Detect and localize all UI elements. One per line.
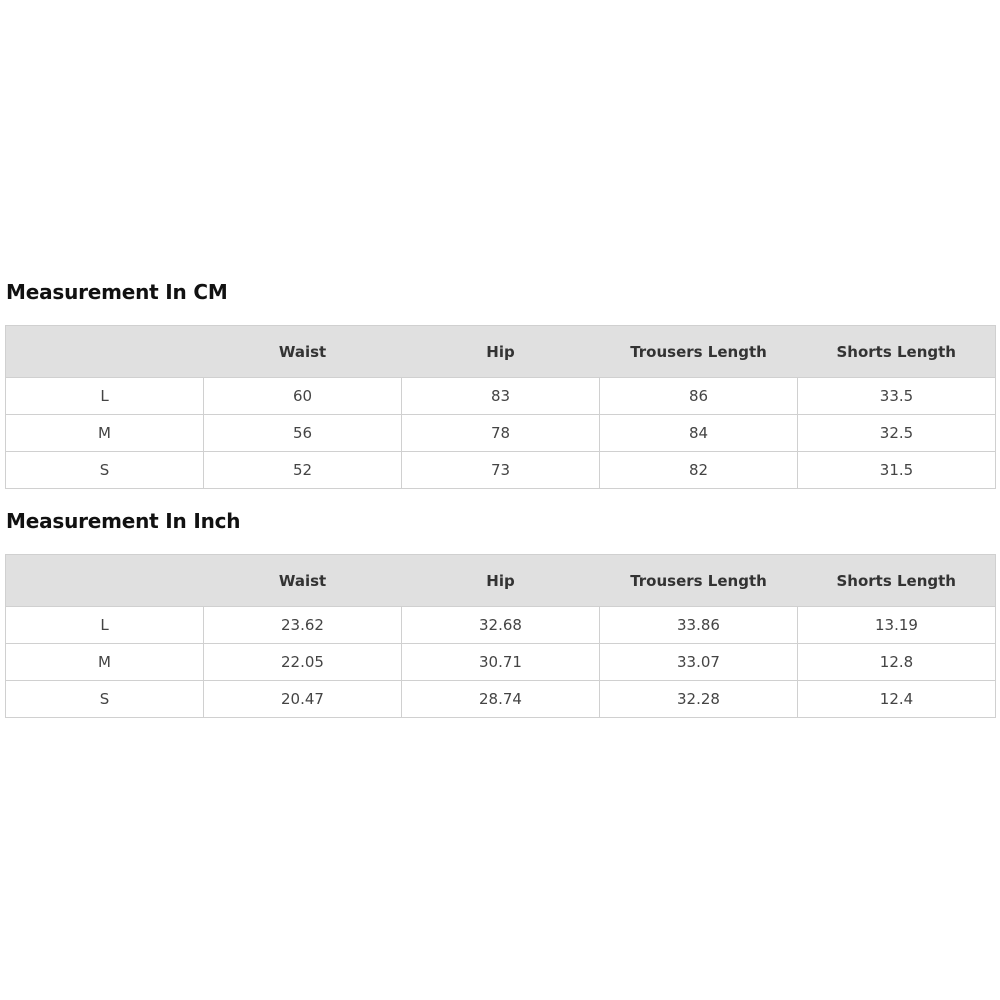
size-cell: L	[6, 607, 204, 644]
table-row	[6, 378, 996, 415]
waist-cell: 56	[204, 415, 402, 452]
trousers-length-cell: 33.07	[600, 644, 798, 681]
hip-cell: 30.71	[402, 644, 600, 681]
waist-cell: 22.05	[204, 644, 402, 681]
table-row	[6, 644, 996, 681]
size-cell: S	[6, 681, 204, 718]
hip-cell: 83	[402, 378, 600, 415]
table-header-row	[6, 555, 996, 607]
section-title-inch: Measurement In Inch	[6, 509, 241, 533]
header-cell-trousers-length: Trousers Length	[600, 326, 798, 378]
header-cell-trousers-length: Trousers Length	[600, 555, 798, 607]
size-cell: S	[6, 452, 204, 489]
table-row	[6, 681, 996, 718]
header-cell-size	[6, 326, 204, 378]
hip-cell: 73	[402, 452, 600, 489]
header-cell-waist: Waist	[204, 326, 402, 378]
trousers-length-cell: 33.86	[600, 607, 798, 644]
shorts-length-cell: 13.19	[798, 607, 996, 644]
hip-cell: 32.68	[402, 607, 600, 644]
section-title-cm: Measurement In CM	[6, 280, 228, 304]
shorts-length-cell: 12.8	[798, 644, 996, 681]
hip-cell: 78	[402, 415, 600, 452]
size-cell: M	[6, 415, 204, 452]
table-header-row	[6, 326, 996, 378]
waist-cell: 60	[204, 378, 402, 415]
trousers-length-cell: 86	[600, 378, 798, 415]
waist-cell: 23.62	[204, 607, 402, 644]
table-row	[6, 607, 996, 644]
shorts-length-cell: 12.4	[798, 681, 996, 718]
size-table-inch	[5, 554, 996, 718]
waist-cell: 52	[204, 452, 402, 489]
size-cell: M	[6, 644, 204, 681]
trousers-length-cell: 82	[600, 452, 798, 489]
size-table-cm	[5, 325, 996, 489]
table-row	[6, 452, 996, 489]
size-cell: L	[6, 378, 204, 415]
table-row	[6, 415, 996, 452]
trousers-length-cell: 32.28	[600, 681, 798, 718]
header-cell-size	[6, 555, 204, 607]
waist-cell: 20.47	[204, 681, 402, 718]
shorts-length-cell: 32.5	[798, 415, 996, 452]
header-cell-shorts-length: Shorts Length	[798, 326, 996, 378]
hip-cell: 28.74	[402, 681, 600, 718]
shorts-length-cell: 31.5	[798, 452, 996, 489]
header-cell-shorts-length: Shorts Length	[798, 555, 996, 607]
shorts-length-cell: 33.5	[798, 378, 996, 415]
header-cell-hip: Hip	[402, 326, 600, 378]
trousers-length-cell: 84	[600, 415, 798, 452]
header-cell-hip: Hip	[402, 555, 600, 607]
header-cell-waist: Waist	[204, 555, 402, 607]
